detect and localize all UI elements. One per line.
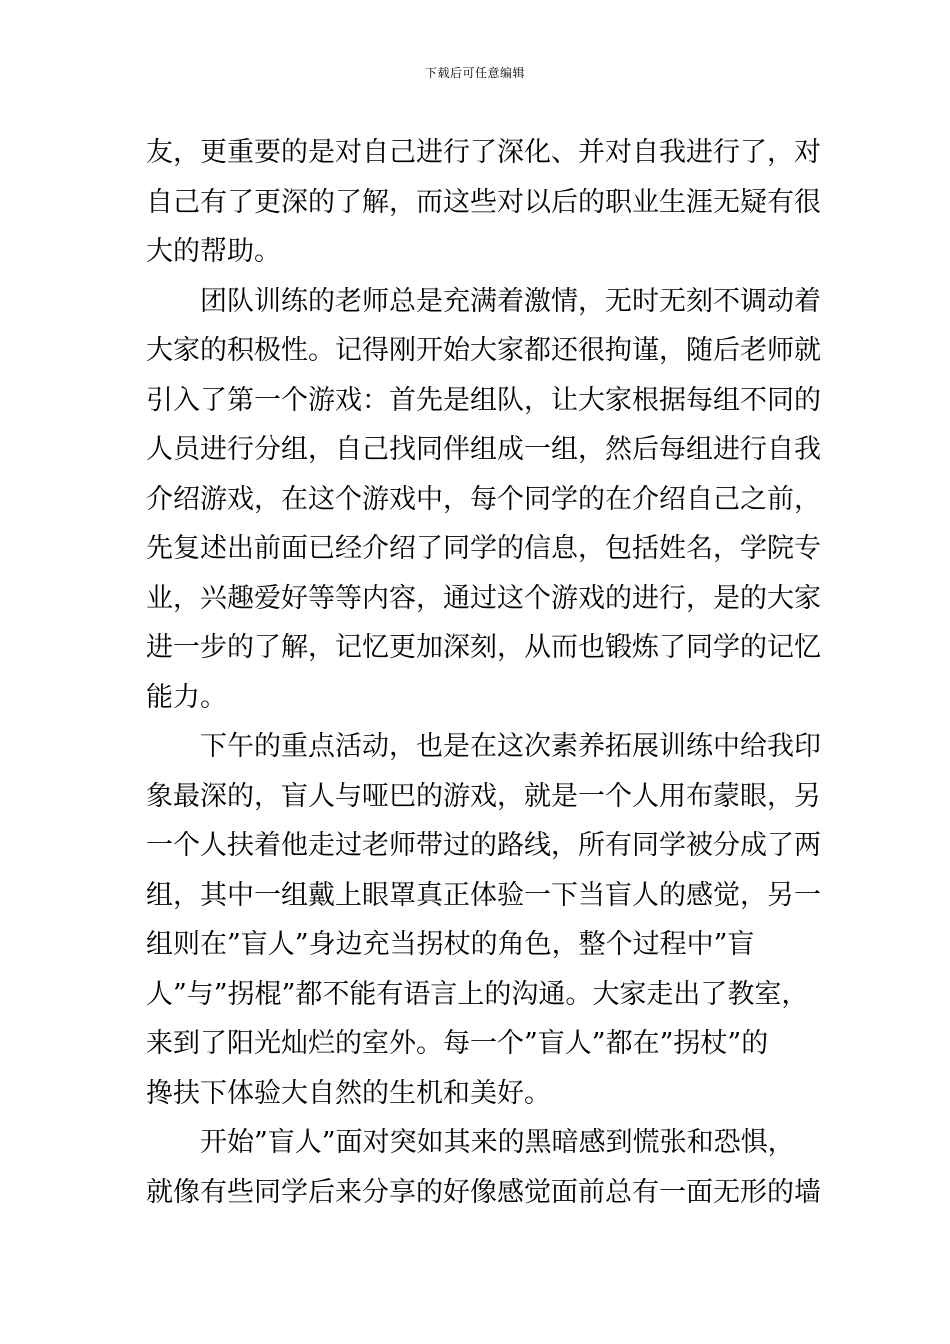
text-line: 人员进行分组，自己找同伴组成一组，然后每组进行自我	[146, 434, 821, 465]
text-line: 大家的积极性。记得刚开始大家都还很拘谨，随后老师就	[146, 335, 821, 366]
text-line: 就像有些同学后来分享的好像感觉面前总有一面无形的墙	[146, 1176, 821, 1208]
text-line: 人”与”拐棍”都不能有语言上的沟通。大家走出了教室，	[146, 978, 809, 1010]
text-line: 象最深的，盲人与哑巴的游戏，就是一个人用布蒙眼，另	[146, 780, 821, 812]
text-line: 自己有了更深的了解，而这些对以后的职业生涯无疑有很	[146, 186, 821, 218]
text-line: 能力。	[146, 681, 227, 713]
document-body	[146, 128, 826, 1217]
text-line: 团队训练的老师总是充满着激情，无时无刻不调动着	[200, 285, 821, 317]
text-line: 一个人扶着他走过老师带过的路线，所有同学被分成了两	[146, 830, 821, 861]
text-line: 先复述出前面已经介绍了同学的信息，包括姓名，学院专	[146, 533, 821, 564]
page-header: 下载后可任意编辑	[424, 66, 525, 80]
text-line: 友，更重要的是对自己进行了深化、并对自我进行了，对	[146, 137, 821, 168]
text-line: 业，兴趣爱好等等内容，通过这个游戏的进行，是的大家	[146, 582, 821, 614]
text-line: 来到了阳光灿烂的室外。每一个”盲人”都在”拐杖”的	[146, 1028, 769, 1059]
text-line: 组则在”盲人”身边充当拐杖的角色，整个过程中”盲	[146, 929, 755, 960]
text-line: 引入了第一个游戏：首先是组队，让大家根据每组不同的	[146, 384, 821, 416]
text-line: 组，其中一组戴上眼罩真正体验一下当盲人的感觉，另一	[146, 879, 821, 911]
text-line: 下午的重点活动，也是在这次素养拓展训练中给我印	[200, 731, 821, 762]
text-line: 大的帮助。	[146, 236, 281, 267]
text-line: 进一步的了解，记忆更加深刻，从而也锻炼了同学的记忆	[146, 632, 821, 663]
text-line: 介绍游戏，在这个游戏中，每个同学的在介绍自己之前，	[146, 483, 821, 515]
text-line: 搀扶下体验大自然的生机和美好。	[146, 1077, 551, 1109]
text-line: 开始”盲人”面对突如其来的黑暗感到慌张和恐惧，	[200, 1127, 795, 1158]
